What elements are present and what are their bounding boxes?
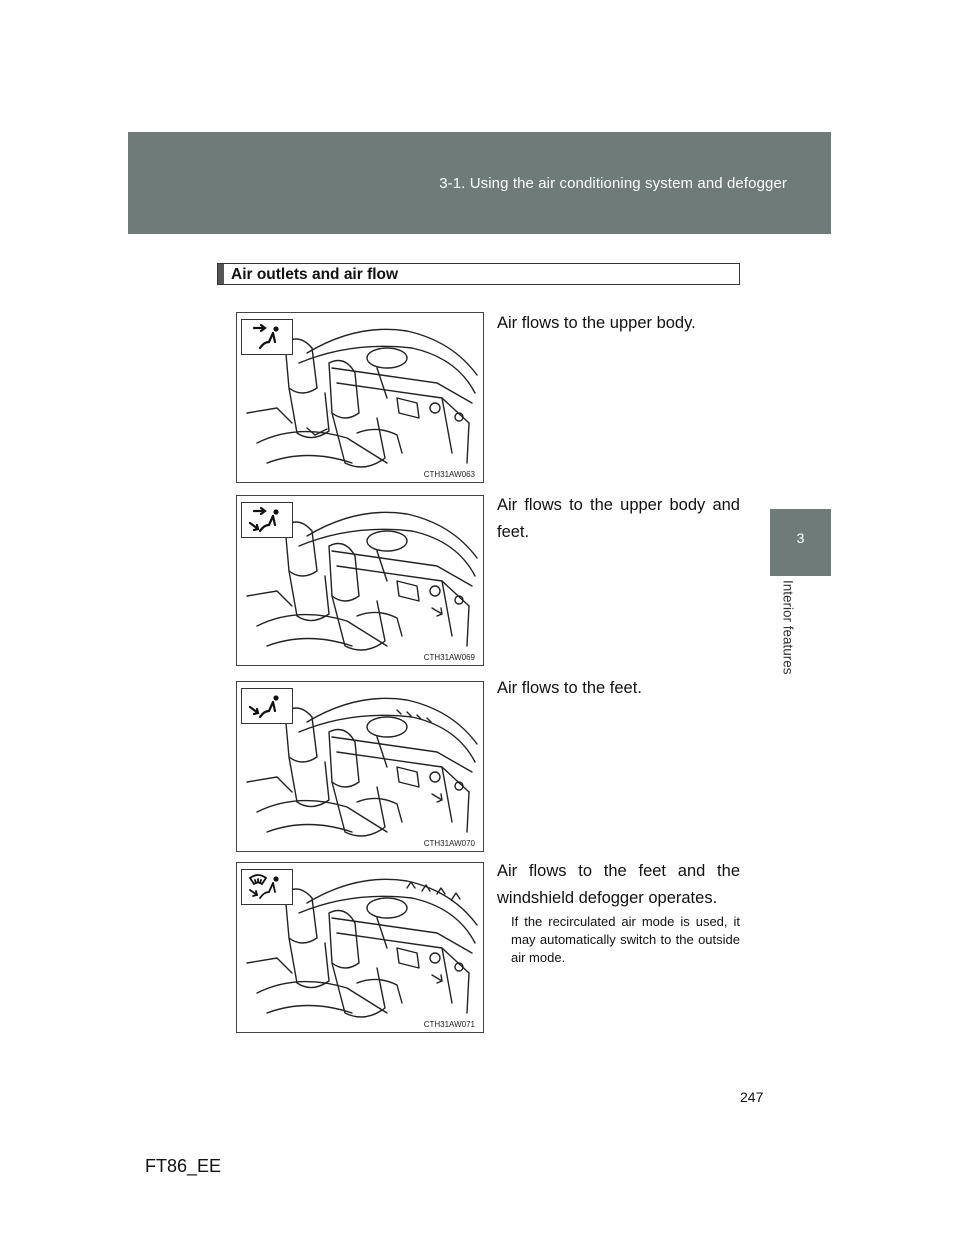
side-tab-number: 3 bbox=[796, 530, 805, 546]
figure-face-vent bbox=[236, 312, 484, 483]
figure-code: CTH31AW063 bbox=[423, 470, 475, 479]
face-vent-icon bbox=[242, 320, 292, 354]
mode-icon-box bbox=[241, 502, 293, 538]
note-text: If the recirculated air mode is used, it may automatically switch to the outside air mode. bbox=[511, 914, 740, 965]
figure-bi-level-vent bbox=[236, 495, 484, 666]
figure-floor-defrost-vent bbox=[236, 862, 484, 1033]
figure-floor-vent bbox=[236, 681, 484, 852]
side-tab bbox=[770, 509, 831, 576]
mode-icon-box bbox=[241, 869, 293, 905]
mode-icon-box bbox=[241, 319, 293, 355]
document-code: FT86_EE bbox=[145, 1156, 222, 1176]
mode-description: Air flows to the upper body. bbox=[497, 314, 696, 332]
figure-code: CTH31AW069 bbox=[423, 653, 475, 662]
section-title: Air outlets and air flow bbox=[231, 266, 399, 283]
figure-code: CTH31AW071 bbox=[423, 1020, 475, 1029]
section-heading-bar bbox=[218, 264, 224, 284]
floor-vent-icon bbox=[242, 689, 292, 723]
mode-description: Air flows to the feet and the windshield defogger operates. bbox=[497, 862, 740, 907]
header-band bbox=[128, 132, 831, 234]
mode-description: Air flows to the upper body and feet. bbox=[497, 496, 740, 541]
side-tab-label: Interior features bbox=[780, 580, 796, 675]
mode-icon-box bbox=[241, 688, 293, 724]
section-heading bbox=[217, 263, 740, 285]
figure-code: CTH31AW070 bbox=[423, 839, 475, 848]
bi-level-vent-icon bbox=[242, 503, 292, 537]
chapter-title: 3-1. Using the air conditioning system and defogger bbox=[439, 175, 787, 192]
mode-description: Air flows to the feet. bbox=[497, 679, 642, 697]
page-number: 247 bbox=[740, 1089, 764, 1105]
floor-defrost-vent-icon bbox=[242, 870, 292, 904]
